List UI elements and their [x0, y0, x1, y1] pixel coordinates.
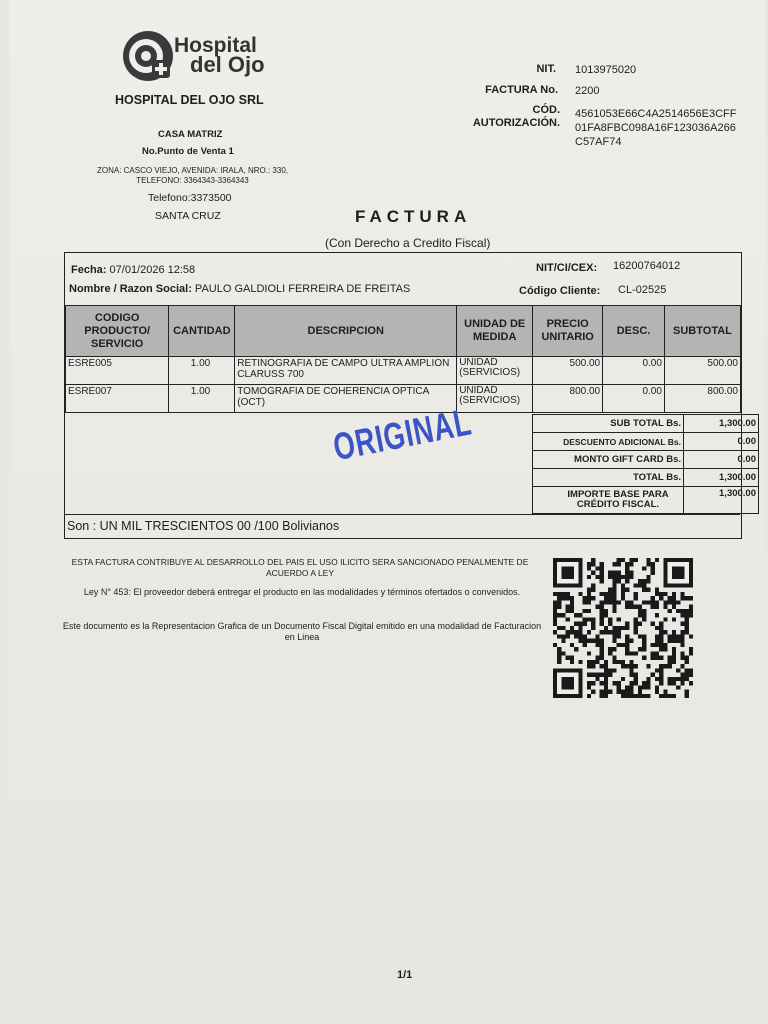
tax-base-label: IMPORTE BASE PARA CRÉDITO FISCAL.	[533, 487, 684, 514]
client-nit-value: 16200764012	[613, 260, 681, 272]
authorization-code	[575, 107, 736, 149]
company-city: SANTA CRUZ	[155, 210, 221, 222]
auth-code-line-3: C57AF74	[575, 136, 622, 148]
totals-table	[532, 414, 759, 514]
auth-label-line-1: CÓD.	[532, 104, 560, 116]
cell-quantity: 1.00	[169, 357, 235, 385]
cell-price: 500.00	[533, 357, 603, 385]
cell-unit: UNIDAD (SERVICIOS)	[457, 357, 533, 385]
company-address	[80, 166, 305, 185]
logo-line-2: del Ojo	[190, 52, 265, 77]
authorization-label	[460, 104, 560, 130]
cell-quantity: 1.00	[169, 385, 235, 413]
document-subtitle: (Con Derecho a Credito Fiscal)	[325, 236, 491, 250]
date-value: 07/01/2026 12:58	[109, 264, 196, 276]
totals-row-tax-base	[533, 487, 759, 514]
table-row	[66, 357, 741, 385]
client-nit-label: NIT/CI/CEX:	[536, 262, 598, 274]
legal-notice-1: ESTA FACTURA CONTRIBUYE AL DESARROLLO DEL PAIS EL USO ILICITO SERA SANCIONADO PENALMENTE DE ACUERDO A LEY	[71, 557, 529, 578]
gift-card-value: 0.00	[684, 451, 759, 469]
col-description: DESCRIPCION	[235, 306, 457, 357]
cell-discount: 0.00	[603, 357, 665, 385]
client-name-label: Nombre / Razon Social:	[69, 283, 192, 295]
qr-code-icon	[553, 557, 693, 699]
auth-code-line-1: 4561053E66C4A2514656E3CFF	[575, 108, 737, 120]
cell-description: TOMOGRAFIA DE COHERENCIA OPTICA (OCT)	[235, 385, 457, 413]
col-subtotal: SUBTOTAL	[664, 306, 740, 357]
branch-label: CASA MATRIZ	[158, 129, 223, 140]
items-header-row	[66, 306, 741, 357]
auth-label-line-2: AUTORIZACIÓN.	[472, 117, 560, 129]
col-code: CODIGO PRODUCTO/ SERVICIO	[66, 306, 169, 357]
gift-card-label: MONTO GIFT CARD Bs.	[533, 451, 684, 469]
cell-discount: 0.00	[603, 385, 665, 413]
subtotal-value: 1,300.00	[684, 415, 759, 433]
auth-code-line-2: 01FA8FBC098A16F123036A266	[575, 122, 736, 134]
nit-label: NIT.	[536, 63, 556, 75]
additional-discount-value: 0.00	[684, 433, 759, 451]
cell-unit: UNIDAD (SERVICIOS)	[457, 385, 533, 413]
cell-price: 800.00	[533, 385, 603, 413]
hospital-eye-logo-icon	[122, 30, 174, 82]
address-line-1: ZONA: CASCO VIEJO, AVENIDA: IRALA, NRO.: 330,	[96, 166, 288, 175]
point-of-sale: No.Punto de Venta 1	[142, 146, 234, 157]
totals-row-total	[533, 469, 759, 487]
cell-code: ESRE007	[66, 385, 169, 413]
col-discount: DESC.	[603, 306, 665, 357]
total-label: TOTAL Bs.	[533, 469, 684, 487]
col-unit: UNIDAD DE MEDIDA	[457, 306, 533, 357]
original-stamp: ORIGINAL	[330, 401, 475, 470]
items-table	[65, 305, 741, 413]
client-code-value: CL-02525	[618, 284, 667, 296]
cell-code: ESRE005	[66, 357, 169, 385]
cell-description: RETINOGRAFIA DE CAMPO ULTRA AMPLION CLARUSS 700	[235, 357, 457, 385]
client-name	[69, 283, 410, 295]
nit-value: 1013975020	[575, 64, 637, 76]
total-value: 1,300.00	[684, 469, 759, 487]
invoice-number-label: FACTURA No.	[485, 84, 558, 96]
page-number: 1/1	[397, 969, 413, 981]
table-row	[66, 385, 741, 413]
company-phone: Telefono:3373500	[148, 192, 232, 204]
tax-base-value: 1,300.00	[684, 487, 759, 514]
invoice-date	[71, 264, 195, 276]
client-code-label: Código Cliente:	[519, 285, 601, 297]
document-title: FACTURA	[355, 207, 472, 226]
col-unit-price: PRECIO UNITARIO	[533, 306, 603, 357]
col-quantity: CANTIDAD	[169, 306, 235, 357]
subtotal-label: SUB TOTAL Bs.	[533, 415, 684, 433]
logo-line-1: Hospital	[174, 34, 257, 57]
totals-row-discount	[533, 433, 759, 451]
legal-notice-2: Ley N° 453: El proveedor deberá entregar el producto en las modalidades y términos ofertados o convenidos.	[83, 587, 521, 597]
company-name: HOSPITAL DEL OJO SRL	[115, 93, 264, 107]
cell-subtotal: 500.00	[664, 357, 740, 385]
date-label: Fecha:	[71, 264, 107, 276]
legal-notice-3: Este documento es la Representacion Grafica de un Documento Fiscal Digital emitido en una modalidad de Facturacion en Linea	[62, 621, 542, 642]
invoice-number-value: 2200	[575, 85, 600, 97]
logo-wordmark	[174, 34, 265, 77]
totals-row-subtotal	[533, 415, 759, 433]
amount-words-row	[64, 514, 740, 537]
totals-row-giftcard	[533, 451, 759, 469]
address-line-2: TELEFONO: 3364343-3364343	[136, 175, 249, 185]
amount-in-words: Son : UN MIL TRESCIENTOS 00 /100 Bolivianos	[67, 519, 340, 533]
client-name-value: PAULO GALDIOLI FERREIRA DE FREITAS	[194, 283, 411, 295]
cell-subtotal: 800.00	[664, 385, 740, 413]
additional-discount-label: DESCUENTO ADICIONAL Bs.	[533, 433, 684, 451]
